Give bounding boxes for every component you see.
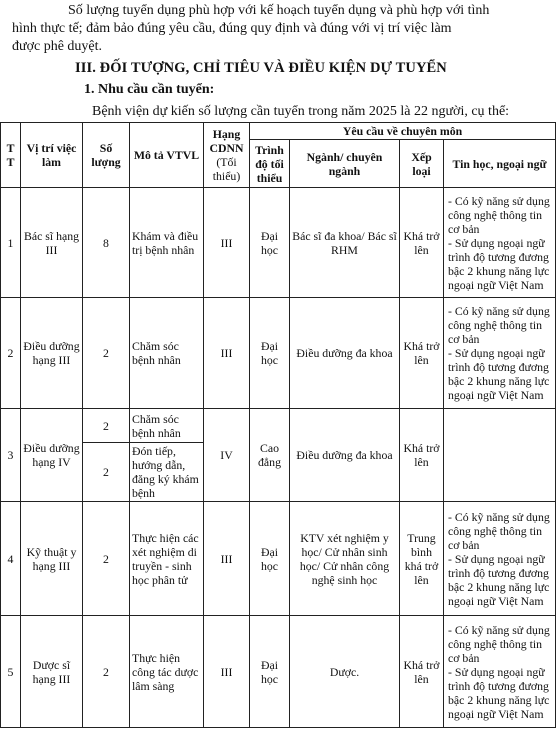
cell-hang: III bbox=[204, 298, 250, 409]
lead-sentence: Bệnh viện dự kiến số lượng cần tuyển trong năm 2025 là 22 người, cụ thể: bbox=[92, 104, 510, 119]
skill-language: - Sử dụng ngoại ngữ trình độ tương đương bậc 2 khung năng lực ngoại ngữ Việt Nam bbox=[448, 664, 550, 721]
cell-mota: Thực hiện công tác dược lâm sàng bbox=[130, 616, 204, 728]
skill-it: - Có kỹ năng sử dụng công nghệ thông tin cơ bản bbox=[448, 304, 550, 346]
table-row bbox=[1, 616, 556, 728]
cell-xeploai: Khá trở lên bbox=[400, 409, 444, 502]
cell-tt: 5 bbox=[1, 616, 21, 728]
cell-vitri: Kỹ thuật y hạng III bbox=[21, 502, 83, 616]
cell-trinhdo: Đại học bbox=[250, 298, 290, 409]
skill-it: - Có kỹ năng sử dụng công nghệ thông tin cơ bản bbox=[448, 509, 550, 552]
header-tinhoc: Tin học, ngoại ngữ bbox=[444, 140, 556, 188]
cell-soluong-b: 2 bbox=[83, 443, 130, 502]
header-nganh: Ngành/ chuyên ngành bbox=[290, 140, 400, 188]
cell-vitri: Bác sĩ hạng III bbox=[21, 188, 83, 298]
header-hang bbox=[204, 123, 250, 188]
cell-tt: 4 bbox=[1, 502, 21, 616]
cell-xeploai: Khá trở lên bbox=[400, 616, 444, 728]
cell-mota-b: Đón tiếp, hướng dẫn, đăng ký khám bệnh bbox=[130, 443, 204, 502]
skill-language: - Sử dụng ngoại ngữ trình độ tương đương bậc 2 khung năng lực ngoại ngữ Việt Nam bbox=[448, 346, 550, 402]
cell-nganh: KTV xét nghiệm y học/ Cử nhân sinh học/ Cử nhân công nghệ sinh học bbox=[290, 502, 400, 616]
cell-trinhdo: Đại học bbox=[250, 616, 290, 728]
header-yeucau: Yêu cầu về chuyên môn bbox=[250, 123, 556, 140]
cell-tinhoc bbox=[444, 298, 556, 409]
cell-soluong: 8 bbox=[83, 188, 130, 298]
section-title: III. ĐỐI TƯỢNG, CHỈ TIÊU VÀ ĐIỀU KIỆN DỰ TUYỂN bbox=[75, 60, 447, 76]
header-trinhdo: Trình độ tối thiểu bbox=[250, 140, 290, 188]
cell-trinhdo: Đại học bbox=[250, 188, 290, 298]
cell-tt: 2 bbox=[1, 298, 21, 409]
intro-line-1: Số lượng tuyển dụng phù hợp với kế hoạch tuyển dụng và phù hợp với tình bbox=[68, 3, 490, 18]
sub-title: 1. Nhu cầu cần tuyển: bbox=[84, 82, 215, 97]
cell-nganh: Bác sĩ đa khoa/ Bác sĩ RHM bbox=[290, 188, 400, 298]
intro-line-3: được phê duyệt. bbox=[12, 39, 103, 54]
skill-it: - Có kỹ năng sử dụng công nghệ thông tin cơ bản bbox=[448, 622, 550, 665]
cell-hang: III bbox=[204, 188, 250, 298]
cell-mota: Thực hiện các xét nghiệm di truyền - sinh học phân tử bbox=[130, 502, 204, 616]
cell-xeploai: Trung bình khá trở lên bbox=[400, 502, 444, 616]
cell-tinhoc bbox=[444, 616, 556, 728]
header-vitri: Vị trí việc làm bbox=[21, 123, 83, 188]
skill-it: - Có kỹ năng sử dụng công nghệ thông tin cơ bản bbox=[448, 193, 550, 236]
table-row bbox=[1, 188, 556, 298]
table-row bbox=[1, 409, 556, 443]
header-xeploai: Xếp loại bbox=[400, 140, 444, 188]
cell-hang: IV bbox=[204, 409, 250, 502]
cell-vitri: Dược sĩ hạng III bbox=[21, 616, 83, 728]
intro-paragraph bbox=[12, 2, 532, 56]
table-row bbox=[1, 502, 556, 616]
cell-nganh: Điều dưỡng đa khoa bbox=[290, 409, 400, 502]
recruitment-table bbox=[0, 122, 556, 728]
cell-nganh: Điều dưỡng đa khoa bbox=[290, 298, 400, 409]
table-row bbox=[1, 298, 556, 409]
cell-soluong: 2 bbox=[83, 298, 130, 409]
cell-vitri: Điều dưỡng hạng III bbox=[21, 298, 83, 409]
cell-soluong: 2 bbox=[83, 502, 130, 616]
cell-xeploai: Khá trở lên bbox=[400, 298, 444, 409]
header-hang-label: Hạng CDNN bbox=[209, 127, 244, 155]
header-soluong: Số lượng bbox=[83, 123, 130, 188]
cell-soluong-a: 2 bbox=[83, 409, 130, 443]
cell-mota-a: Chăm sóc bệnh nhân bbox=[130, 409, 204, 443]
cell-vitri: Điều dưỡng hạng IV bbox=[21, 409, 83, 502]
skill-language: - Sử dụng ngoại ngữ trình độ tương đương bậc 2 khung năng lực ngoại ngữ Việt Nam bbox=[448, 551, 550, 608]
cell-nganh: Dược. bbox=[290, 616, 400, 728]
cell-mota: Chăm sóc bệnh nhân bbox=[130, 298, 204, 409]
skill-language: - Sử dụng ngoại ngữ trình độ tương đương bậc 2 khung năng lực ngoại ngữ Việt Nam bbox=[448, 235, 550, 292]
header-hang-sub: (Tối thiểu) bbox=[212, 155, 241, 183]
cell-soluong: 2 bbox=[83, 616, 130, 728]
cell-hang: III bbox=[204, 616, 250, 728]
cell-tinhoc bbox=[444, 502, 556, 616]
cell-trinhdo: Cao đẳng bbox=[250, 409, 290, 502]
cell-tinhoc-empty bbox=[444, 409, 556, 502]
cell-hang: III bbox=[204, 502, 250, 616]
cell-tt: 3 bbox=[1, 409, 21, 502]
cell-tinhoc bbox=[444, 188, 556, 298]
intro-line-2: hình thực tế; đảm bảo đúng yêu cầu, đúng quy định và đúng với vị trí việc làm bbox=[12, 21, 452, 36]
cell-mota: Khám và điều trị bệnh nhân bbox=[130, 188, 204, 298]
cell-tt: 1 bbox=[1, 188, 21, 298]
header-mota: Mô tả VTVL bbox=[130, 123, 204, 188]
header-tt: T T bbox=[1, 123, 21, 188]
cell-trinhdo: Đại học bbox=[250, 502, 290, 616]
cell-xeploai: Khá trở lên bbox=[400, 188, 444, 298]
